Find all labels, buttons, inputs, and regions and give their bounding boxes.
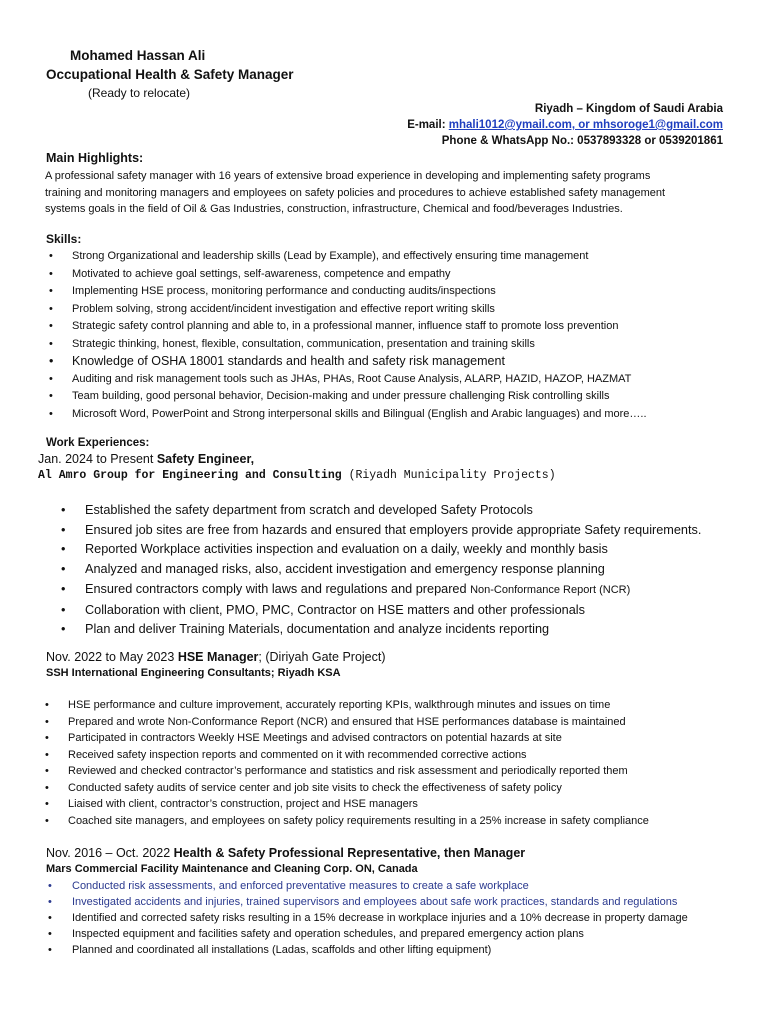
email-line <box>407 119 723 131</box>
duty-item: • Identified and corrected safety risks resulting in a 15% decrease in workplace injuries and a 10% decrease in property damage <box>48 910 688 926</box>
job2-header <box>46 650 386 664</box>
skill-item: • Strategic thinking, honest, flexible, consultation, communication, presentation and training skills <box>45 336 647 354</box>
duty-item: • Conducted safety audits of service center and job site visits to check the effectiveness of safety policy <box>45 780 649 797</box>
duty-item: • Participated in contractors Weekly HSE Meetings and advised contractors on potential hazards at site <box>45 730 649 747</box>
skill-item: • Microsoft Word, PowerPoint and Strong interpersonal skills and Bilingual (English and Arabic languages) and more….. <box>45 406 647 424</box>
candidate-title: Occupational Health & Safety Manager <box>46 67 294 82</box>
job1-role: Safety Engineer, <box>156 452 255 466</box>
skill-item: • Auditing and risk management tools such as JHAs, PHAs, Root Cause Analysis, ALARP, HAZID, HAZOP, HAZMAT <box>45 371 647 389</box>
candidate-name: Mohamed Hassan Ali <box>70 48 206 63</box>
skills-heading: Skills: <box>46 232 82 246</box>
duty-item: • Received safety inspection reports and commented on it with recommended corrective actions <box>45 747 649 764</box>
duty-item <box>61 580 701 601</box>
duty-item: • Reviewed and checked contractor’s performance and statistics and risk assessment and periodically reported them <box>45 763 649 780</box>
job2-dates: Nov. 2022 to May 2023 <box>46 650 175 664</box>
location: Riyadh – Kingdom of Saudi Arabia <box>534 103 723 115</box>
highlights-heading: Main Highlights: <box>46 151 144 165</box>
skills-list <box>45 248 647 423</box>
highlights-line: systems goals in the field of Oil & Gas Industries, construction, infrastructure, Chemical and food/beverages Industries. <box>45 203 623 215</box>
highlights-line: training and monitoring managers and employees on safety policies and procedures to achieve established safety management <box>45 186 666 199</box>
duty-item: • Analyzed and managed risks, also, accident investigation and emergency response planning <box>61 560 701 580</box>
duty-item: • Ensured job sites are free from hazards and ensured that employers provide appropriate Safety requirements. <box>61 521 701 541</box>
duty-item: • HSE performance and culture improvement, accurately reporting KPIs, walkthrough minutes and issues on time <box>45 697 649 714</box>
job2-role: HSE Manager <box>177 650 259 664</box>
job3-role: Health & Safety Professional Representative, then Manager <box>173 846 526 860</box>
duty-item: • Prepared and wrote Non-Conformance Report (NCR) and ensured that HSE performances database is maintained <box>45 714 649 731</box>
duty-item: • Inspected equipment and facilities safety and operation schedules, and prepared emergency action plans <box>48 926 688 942</box>
skill-item: • Knowledge of OSHA 18001 standards and health and safety risk management <box>45 353 647 371</box>
email-link[interactable]: mhali1012@ymail.com, or mhsoroge1@gmail.com <box>448 119 723 131</box>
job1-duties <box>61 501 701 640</box>
job1-company-line <box>38 469 556 482</box>
skill-item: • Strategic safety control planning and able to, in a professional manner, influence staff to promote loss prevention <box>45 318 647 336</box>
job3-header <box>46 846 525 860</box>
highlights-paragraph <box>45 168 665 218</box>
duty-item: • Coached site managers, and employees on safety policy requirements resulting in a 25% increase in safety compliance <box>45 813 649 830</box>
skill-item: • Implementing HSE process, monitoring performance and conducting audits/inspections <box>45 283 647 301</box>
duty-text: Ensured contractors comply with laws and regulations and prepared <box>85 581 467 596</box>
duty-item: • Reported Workplace activities inspection and evaluation on a daily, weekly and monthly basis <box>61 540 701 560</box>
duty-item: • Conducted risk assessments, and enforced preventative measures to create a safe workplace <box>48 878 688 894</box>
duty-item: • Planned and coordinated all installations (Ladas, scaffolds and other lifting equipment) <box>48 942 688 958</box>
email-label: E-mail: <box>407 119 446 131</box>
job3-company: Mars Commercial Facility Maintenance and Cleaning Corp. ON, Canada <box>46 863 418 875</box>
job3-dates: Nov. 2016 – Oct. 2022 <box>46 846 171 860</box>
job2-company: SSH International Engineering Consultants; Riyadh KSA <box>46 667 341 679</box>
skill-item: • Strong Organizational and leadership skills (Lead by Example), and effectively ensuring time management <box>45 248 647 266</box>
duty-item: • Investigated accidents and injuries, trained supervisors and employees about safe work practices, standards and regulations <box>48 894 688 910</box>
duty-item: • Collaboration with client, PMO, PMC, Contractor on HSE matters and other professionals <box>61 601 701 621</box>
job1-company: Al Amro Group for Engineering and Consulting <box>38 469 342 482</box>
relocate-note: (Ready to relocate) <box>88 86 191 100</box>
duty-item: • Established the safety department from scratch and developed Safety Protocols <box>61 501 701 521</box>
skill-item: • Problem solving, strong accident/incident investigation and effective report writing skills <box>45 301 647 319</box>
job1-project: (Riyadh Municipality Projects) <box>348 469 556 482</box>
job3-duties <box>48 878 688 958</box>
job1-dates: Jan. 2024 to Present <box>38 452 154 466</box>
job2-project: ; (Diriyah Gate Project) <box>258 650 386 664</box>
phone-line: Phone & WhatsApp No.: 0537893328 or 0539201861 <box>441 135 723 147</box>
duty-item: • Plan and deliver Training Materials, documentation and analyze incidents reporting <box>61 620 701 640</box>
work-heading: Work Experiences: <box>46 437 150 449</box>
duty-ncr-suffix: Non-Conformance Report (NCR) <box>470 583 631 596</box>
skill-item: • Team building, good personal behavior, Decision-making and under pressure challenging Risk controlling skills <box>45 388 647 406</box>
duty-item: • Liaised with client, contractor’s construction, project and HSE managers <box>45 796 649 813</box>
job2-duties <box>45 697 649 829</box>
job1-header <box>38 452 254 466</box>
skill-item: • Motivated to achieve goal settings, self-awareness, competence and empathy <box>45 266 647 284</box>
highlights-line: A professional safety manager with 16 years of extensive broad experience in developing and implementing safety programs <box>45 170 651 182</box>
